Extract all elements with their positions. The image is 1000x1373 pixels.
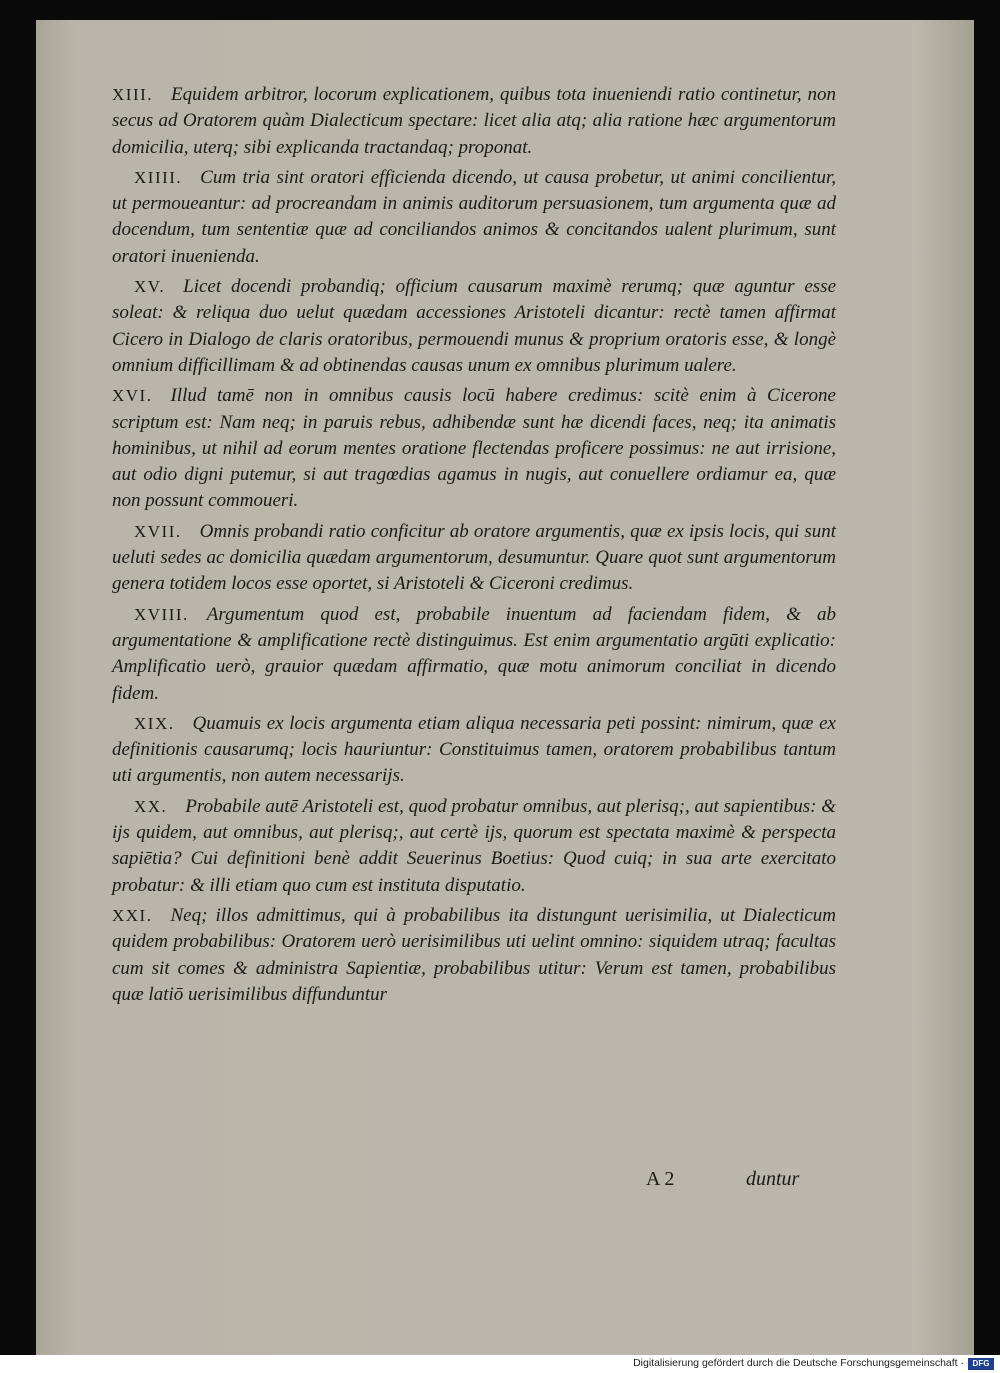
paragraph-20	[112, 794, 836, 899]
dfg-logo-icon: DFG	[968, 1358, 994, 1370]
paragraph-text: Cum tria sint oratori efficienda dicendo, ut causa probetur, ut animi concilientur, ut permoueantur: ad procreandam in animis auditorum persuasionem, tum argumenta quæ ad docendum, tum sententiæ quæ ad conciliandos animos & concitandos ualent plurimum, sunt oratori inuenienda.	[112, 166, 836, 267]
paragraph-number: XVIII.	[134, 604, 189, 624]
paragraph-number: XIX.	[134, 713, 175, 733]
signature-mark: A 2	[646, 1168, 675, 1190]
paragraph-number: XIIII.	[134, 167, 183, 187]
paragraph-text: Equidem arbitror, locorum explicationem, quibus tota inueniendi ratio continetur, non secus ad Oratorem quàm Dialecticum spectare: licet alia atq; alia ratione hæc argumentorum domicilia, uterq; sibi explicanda tractandaq; proponat.	[112, 84, 836, 158]
catchword: duntur	[746, 1168, 800, 1190]
paragraph-18	[112, 602, 836, 707]
paragraph-text: Probabile autē Aristoteli est, quod probatur omnibus, aut plerisq;, aut sapientibus: & ijs quidem, aut omnibus, aut plerisq;, aut certè ijs, quorum est spectata maximè & perspecta sapiētia? Cui definitioni benè addit Seuerinus Boetius: Quod cuiq; in sua arte exercitato probatur: & illi etiam quo cum est instituta disputatio.	[112, 795, 836, 896]
paragraph-text: Argumentum quod est, probabile inuentum ad faciendam fidem, & ab argumentatione & amplificatione rectè distinguimus. Est enim argumentatio argūti explicatio: Amplificatio uerò, grauior quædam affirmatio, quæ motu animorum conciliat in dicendo fidem.	[112, 603, 836, 704]
paragraph-number: XX.	[134, 796, 168, 816]
paragraph-text: Illud tamē non in omnibus causis locū habere credimus: scitè enim à Cicerone scriptum est: Nam neq; in paruis rebus, adhibendæ sunt hæ dicendi faces, neq; ita animatis hominibus, ut nihil ad eorum mentes oratione flectendas proficere possimus: ne aut irrisione, aut odio digni putemur, si aut tragœdias agamus in nugis, aut conuellere ordiamur ea, quæ non possunt commoueri.	[112, 385, 836, 512]
paragraph-16	[112, 383, 836, 514]
paragraph-text: Neq; illos admittimus, qui à probabilibus ita distungunt uerisimilia, ut Dialecticum quidem probabilibus: Oratorem uerò uerisimilibus uti uelint omnino: siquidem utraq; facultas cum sit comes & administra Sapientiæ, probabilibus utitur: Verum est tamen, probabilibus quæ latiō uerisimilibus diffunduntur	[112, 904, 836, 1005]
page-text	[112, 82, 836, 1012]
paragraph-number: XVI.	[112, 386, 153, 406]
footer-bar	[0, 1355, 1000, 1373]
paragraph-number: XXI.	[112, 905, 153, 925]
paragraph-text: Licet docendi probandiq; officium causarum maximè rerumq; quæ aguntur esse soleat: & reliqua duo uelut quædam accessiones Aristoteli dicantur: rectè tamen affirmat Cicero in Dialogo de claris oratoribus, permouendi munus & proprium oratoris esse, & longè omnium difficillimam & ad obtinendas causas unum ex omnibus plurimum ualere.	[112, 276, 836, 376]
paragraph-number: XV.	[134, 277, 166, 297]
paragraph-14	[112, 165, 836, 270]
book-page	[36, 20, 974, 1355]
footer-credit: Digitalisierung gefördert durch die Deutsche Forschungsgemeinschaft ·	[633, 1357, 964, 1369]
paragraph-13	[112, 82, 836, 161]
paragraph-text: Quamuis ex locis argumenta etiam aliqua necessaria peti possint: nimirum, quæ ex definitionis causarumq; locis hauriuntur: Constituimus tamen, oratorem probabilibus tantum uti argumentis, non autem necessarijs.	[112, 712, 836, 787]
paragraph-number: XIII.	[112, 85, 154, 104]
paragraph-17	[112, 519, 836, 598]
paragraph-21	[112, 903, 836, 1008]
paragraph-15	[112, 274, 836, 379]
paragraph-number: XVII.	[134, 521, 182, 541]
paragraph-text: Omnis probandi ratio conficitur ab oratore argumentis, quæ ex ipsis locis, qui sunt ueluti sedes ac domicilia quædam argumentorum, desumuntur. Quare quot sunt argumentorum genera totidem locos esse oportet, si Aristoteli & Ciceroni credimus.	[112, 520, 836, 595]
paragraph-19	[112, 711, 836, 790]
